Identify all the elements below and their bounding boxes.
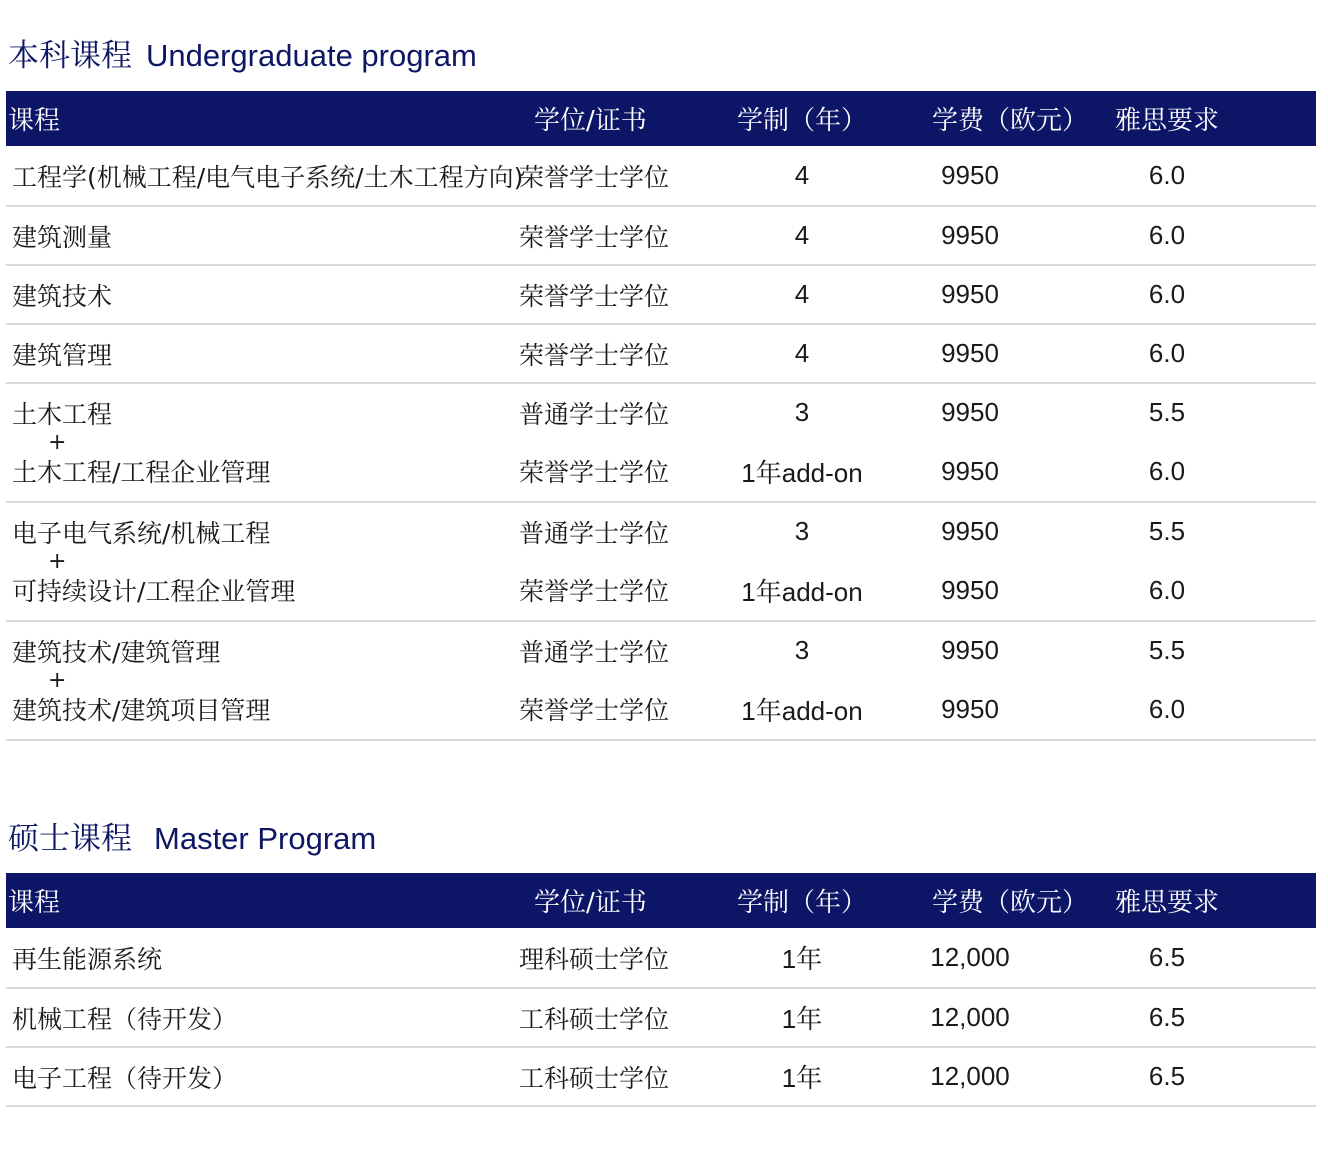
- header-degree: 学位/证书: [534, 888, 647, 918]
- undergrad-title-en: Undergraduate program: [146, 38, 477, 73]
- table-row: [6, 621, 1316, 679]
- fee: 9950: [941, 455, 999, 486]
- course-name: 建筑技术/建筑项目管理: [12, 696, 271, 725]
- fee: 9950: [941, 338, 999, 368]
- ielts: 6.0: [1148, 455, 1186, 486]
- header-years: 学制（年）: [736, 106, 867, 136]
- master-section-title: [8, 813, 376, 858]
- header-course: 课程: [8, 106, 61, 136]
- course-name: 再生能源系统: [12, 944, 163, 974]
- course-name: 建筑技术: [12, 281, 113, 311]
- course-name-text: 建筑技术/建筑管理: [12, 637, 221, 667]
- years: 1年: [781, 1004, 823, 1034]
- degree: 荣誉学士学位: [518, 340, 669, 370]
- master-title-cn: 硕士课程: [8, 821, 132, 857]
- years: 3: [794, 635, 810, 665]
- master-header-row: [6, 873, 1316, 928]
- years: 1年: [781, 944, 823, 974]
- fee: 9950: [941, 279, 999, 309]
- course-name: 工程学(机械工程/电气电子系统/土木工程方向): [12, 162, 524, 192]
- table-row: [6, 928, 1316, 988]
- ielts: 6.5: [1148, 942, 1186, 972]
- fee: 9950: [941, 397, 999, 427]
- table-row: [6, 1047, 1316, 1106]
- course-name: [6, 383, 506, 455]
- years: 1年: [781, 1063, 823, 1093]
- table-row: [6, 502, 1316, 560]
- years: 4: [794, 279, 810, 309]
- years: 3: [794, 397, 810, 427]
- course-name: [6, 502, 506, 574]
- master-table: [6, 873, 1316, 1107]
- undergrad-section-title: [8, 30, 477, 75]
- degree: 荣誉学士学位: [518, 458, 669, 487]
- ielts: 5.5: [1148, 516, 1186, 546]
- course-name-text: 土木工程: [12, 399, 113, 429]
- degree: 荣誉学士学位: [518, 281, 669, 311]
- degree: 理科硕士学位: [518, 944, 669, 974]
- ielts: 6.0: [1148, 279, 1186, 309]
- years: 1年add-on: [741, 576, 863, 607]
- fee: 12,000: [930, 1061, 1010, 1091]
- fee: 12,000: [930, 942, 1010, 972]
- table-row: [6, 988, 1316, 1047]
- years: 1年add-on: [741, 457, 863, 488]
- table-row: [6, 383, 1316, 441]
- undergrad-header-row: [6, 91, 1316, 146]
- degree: 普通学士学位: [518, 518, 669, 548]
- fee: 9950: [941, 693, 999, 724]
- ielts: 6.5: [1148, 1002, 1186, 1032]
- degree: 工科硕士学位: [518, 1004, 669, 1034]
- ielts: 6.0: [1148, 160, 1186, 190]
- years: 1年add-on: [741, 695, 863, 726]
- degree: 荣誉学士学位: [518, 222, 669, 252]
- fee: 9950: [941, 220, 999, 250]
- table-row: [6, 265, 1316, 324]
- degree: 普通学士学位: [518, 399, 669, 429]
- table-row: [6, 441, 1316, 502]
- course-name: 建筑测量: [12, 222, 113, 252]
- ielts: 5.5: [1148, 635, 1186, 665]
- course-name: 可持续设计/工程企业管理: [12, 577, 296, 606]
- degree: 荣誉学士学位: [518, 162, 669, 192]
- plus-sign: +: [48, 549, 67, 574]
- table-row: [6, 146, 1316, 206]
- header-course: 课程: [8, 888, 61, 918]
- ielts: 6.0: [1148, 574, 1186, 605]
- course-name: 建筑管理: [12, 340, 113, 370]
- course-name-text: 电子电气系统/机械工程: [12, 518, 271, 548]
- table-row: [6, 206, 1316, 265]
- header-fee: 学费（欧元）: [932, 888, 1089, 918]
- ielts: 6.5: [1148, 1061, 1186, 1091]
- years: 4: [794, 160, 810, 190]
- header-ielts: 雅思要求: [1114, 106, 1219, 136]
- plus-sign: +: [48, 430, 67, 455]
- degree: 普通学士学位: [518, 637, 669, 667]
- header-degree: 学位/证书: [534, 106, 647, 136]
- master-title-en: Master Program: [154, 821, 377, 856]
- years: 4: [794, 220, 810, 250]
- years: 4: [794, 338, 810, 368]
- degree: 荣誉学士学位: [518, 696, 669, 725]
- header-fee: 学费（欧元）: [932, 106, 1089, 136]
- years: 3: [794, 516, 810, 546]
- ielts: 5.5: [1148, 397, 1186, 427]
- degree: 工科硕士学位: [518, 1063, 669, 1093]
- ielts: 6.0: [1148, 220, 1186, 250]
- undergrad-title-cn: 本科课程: [8, 38, 132, 74]
- table-row: [6, 324, 1316, 383]
- ielts: 6.0: [1148, 693, 1186, 724]
- course-name: 电子工程（待开发）: [12, 1063, 238, 1093]
- header-years: 学制（年）: [736, 888, 867, 918]
- ielts: 6.0: [1148, 338, 1186, 368]
- fee: 9950: [941, 574, 999, 605]
- table-row: [6, 679, 1316, 740]
- undergrad-table: [6, 91, 1316, 741]
- plus-sign: +: [48, 668, 67, 693]
- header-ielts: 雅思要求: [1114, 888, 1219, 918]
- fee: 9950: [941, 160, 999, 190]
- fee: 9950: [941, 635, 999, 665]
- degree: 荣誉学士学位: [518, 577, 669, 606]
- course-name: 土木工程/工程企业管理: [12, 458, 271, 487]
- course-name: [6, 621, 506, 693]
- fee: 12,000: [930, 1002, 1010, 1032]
- table-row: [6, 560, 1316, 621]
- fee: 9950: [941, 516, 999, 546]
- course-name: 机械工程（待开发）: [12, 1004, 238, 1034]
